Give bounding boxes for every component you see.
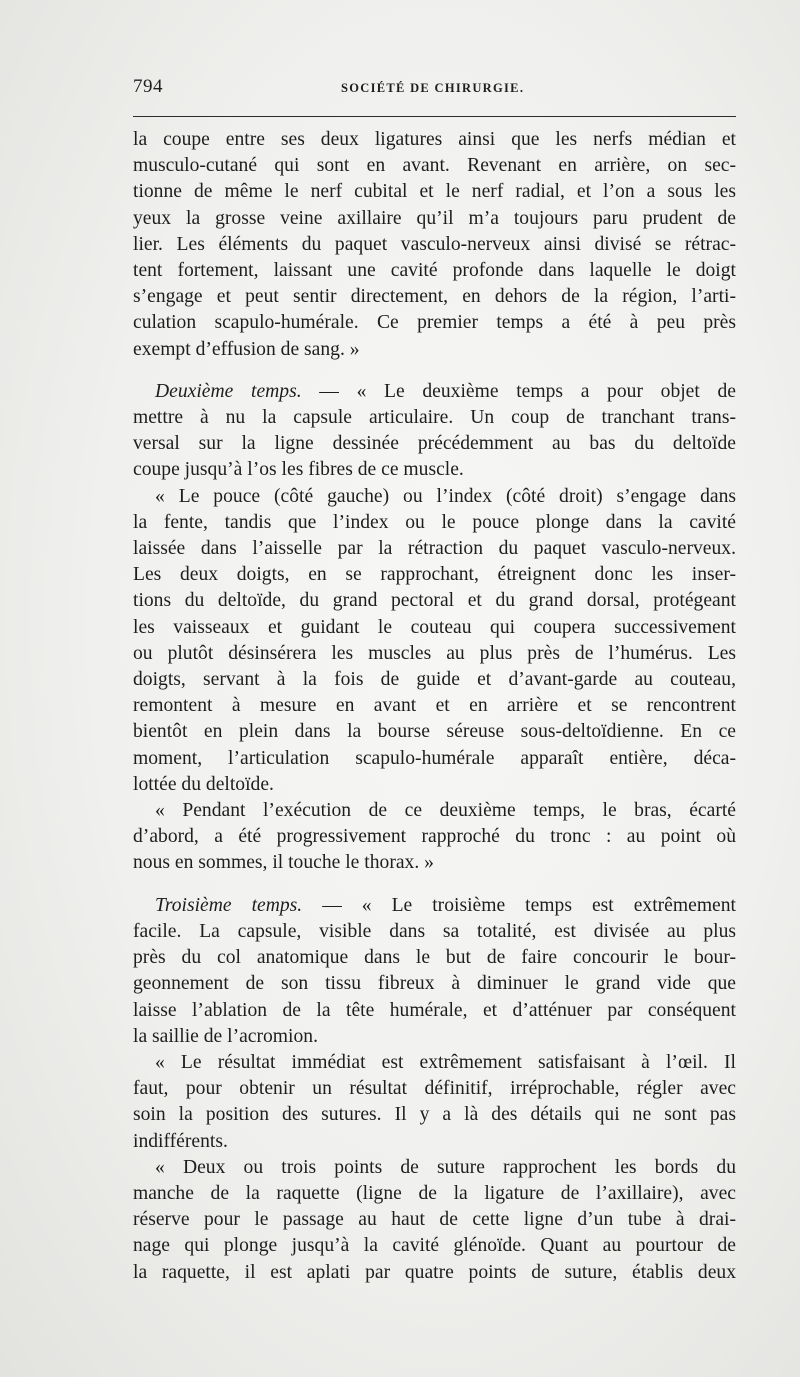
text-run: — « Le deuxième temps a pour objet de [301,380,736,402]
paragraph [133,484,736,798]
text-line: geonnement de son tissu fibreux à diminuer le grand vide que [133,973,736,995]
text-line [133,379,736,405]
text-line: coupe jusqu’à l’os les fibres de ce muscle. [133,459,464,481]
text-line: facile. La capsule, visible dans sa totalité, est divisée au plus [133,920,736,942]
text-line: mettre à nu la capsule articulaire. Un coup de tranchant trans- [133,407,736,429]
text-run: — « Le troisième temps est extrêmement [302,894,736,916]
body-text [133,127,736,1286]
text-line: la raquette, il est aplati par quatre points de suture, établis deux [133,1261,736,1283]
text-line: soin la position des sutures. Il y a là des détails qui ne sont pas [133,1104,736,1126]
text-line: yeux la grosse veine axillaire qu’il m’a toujours paru prudent de [133,207,736,229]
text-line: laisse l’ablation de la tête humérale, et d’atténuer par conséquent [133,999,736,1021]
paragraph [133,127,736,363]
section-heading: Troisième temps. [155,894,303,916]
text-line: faut, pour obtenir un résultat définitif, irréprochable, régler avec [133,1078,736,1100]
text-line: la fente, tandis que l’index ou le pouce plonge dans la cavité [133,511,736,533]
text-line: « Le pouce (côté gauche) ou l’index (côté droit) s’engage dans [155,485,736,507]
text-line: moment, l’articulation scapulo-humérale apparaît entière, déca- [133,747,736,769]
text-line: d’abord, a été progressivement rapproché du tronc : au point où [133,826,736,848]
text-line: manche de la raquette (ligne de la ligature de l’axillaire), avec [133,1182,736,1204]
text-line: « Deux ou trois points de suture rapprochent les bords du [155,1156,736,1178]
text-line: près du col anatomique dans le but de faire concourir le bour- [133,947,736,969]
text-line: ou plutôt désinsérera les muscles au plus près de l’humérus. Les [133,642,736,664]
text-line: tions du deltoïde, du grand pectoral et du grand dorsal, protégeant [133,590,736,612]
text-line: tent fortement, laissant une cavité profonde dans laquelle le doigt [133,260,736,282]
page-number: 794 [133,76,163,97]
text-line: la saillie de l’acromion. [133,1025,318,1047]
text-line: versal sur la ligne dessinée précédemment au bas du deltoïde [133,433,736,455]
text-line: remontent à mesure en avant et en arrière et se rencontrent [133,695,736,717]
text-line: indifférents. [133,1130,228,1152]
paragraph [133,1050,736,1155]
text-line: tionne de même le nerf cubital et le nerf radial, et l’on a sous les [133,181,736,203]
paragraph [133,798,736,877]
paragraph [133,1155,736,1286]
text-line: Les deux doigts, en se rapprochant, étreignent donc les inser- [133,564,736,586]
text-line: bientôt en plein dans la bourse séreuse sous-deltoïdienne. En ce [133,721,736,743]
running-title: SOCIÉTÉ DE CHIRURGIE. [341,81,525,95]
text-line: nage qui plonge jusqu’à la cavité glénoïde. Quant au pourtour de [133,1235,736,1257]
header-rule [133,116,736,117]
paragraph [133,893,736,1050]
text-line: culation scapulo-humérale. Ce premier temps a été à peu près [133,312,736,334]
section-heading: Deuxième temps. [155,380,302,402]
text-line: nous en sommes, il touche le thorax. » [133,852,434,874]
text-line: les vaisseaux et guidant le couteau qui coupera successivement [133,616,736,638]
text-line: la coupe entre ses deux ligatures ainsi que les nerfs médian et [133,129,736,150]
text-line: réserve pour le passage au haut de cette ligne d’un tube à drai- [133,1209,736,1231]
text-line: laissée dans l’aisselle par la rétraction du paquet vasculo-nerveux. [133,538,736,560]
text-line: s’engage et peut sentir directement, en dehors de la région, l’arti- [133,286,736,308]
text-line: « Pendant l’exécution de ce deuxième temps, le bras, écarté [155,800,736,822]
text-line [133,893,736,919]
text-line: exempt d’effusion de sang. » [133,338,360,360]
page-header [133,76,736,106]
text-line: lottée du deltoïde. [133,773,274,795]
text-line: lier. Les éléments du paquet vasculo-nerveux ainsi divisé se rétrac- [133,233,736,255]
text-line: « Le résultat immédiat est extrêmement satisfaisant à l’œil. Il [155,1051,736,1073]
text-line: musculo-cutané qui sont en avant. Revenant en arrière, on sec- [133,155,736,177]
text-line: doigts, servant à la fois de guide et d’avant-garde au couteau, [133,669,736,691]
paragraph [133,379,736,484]
